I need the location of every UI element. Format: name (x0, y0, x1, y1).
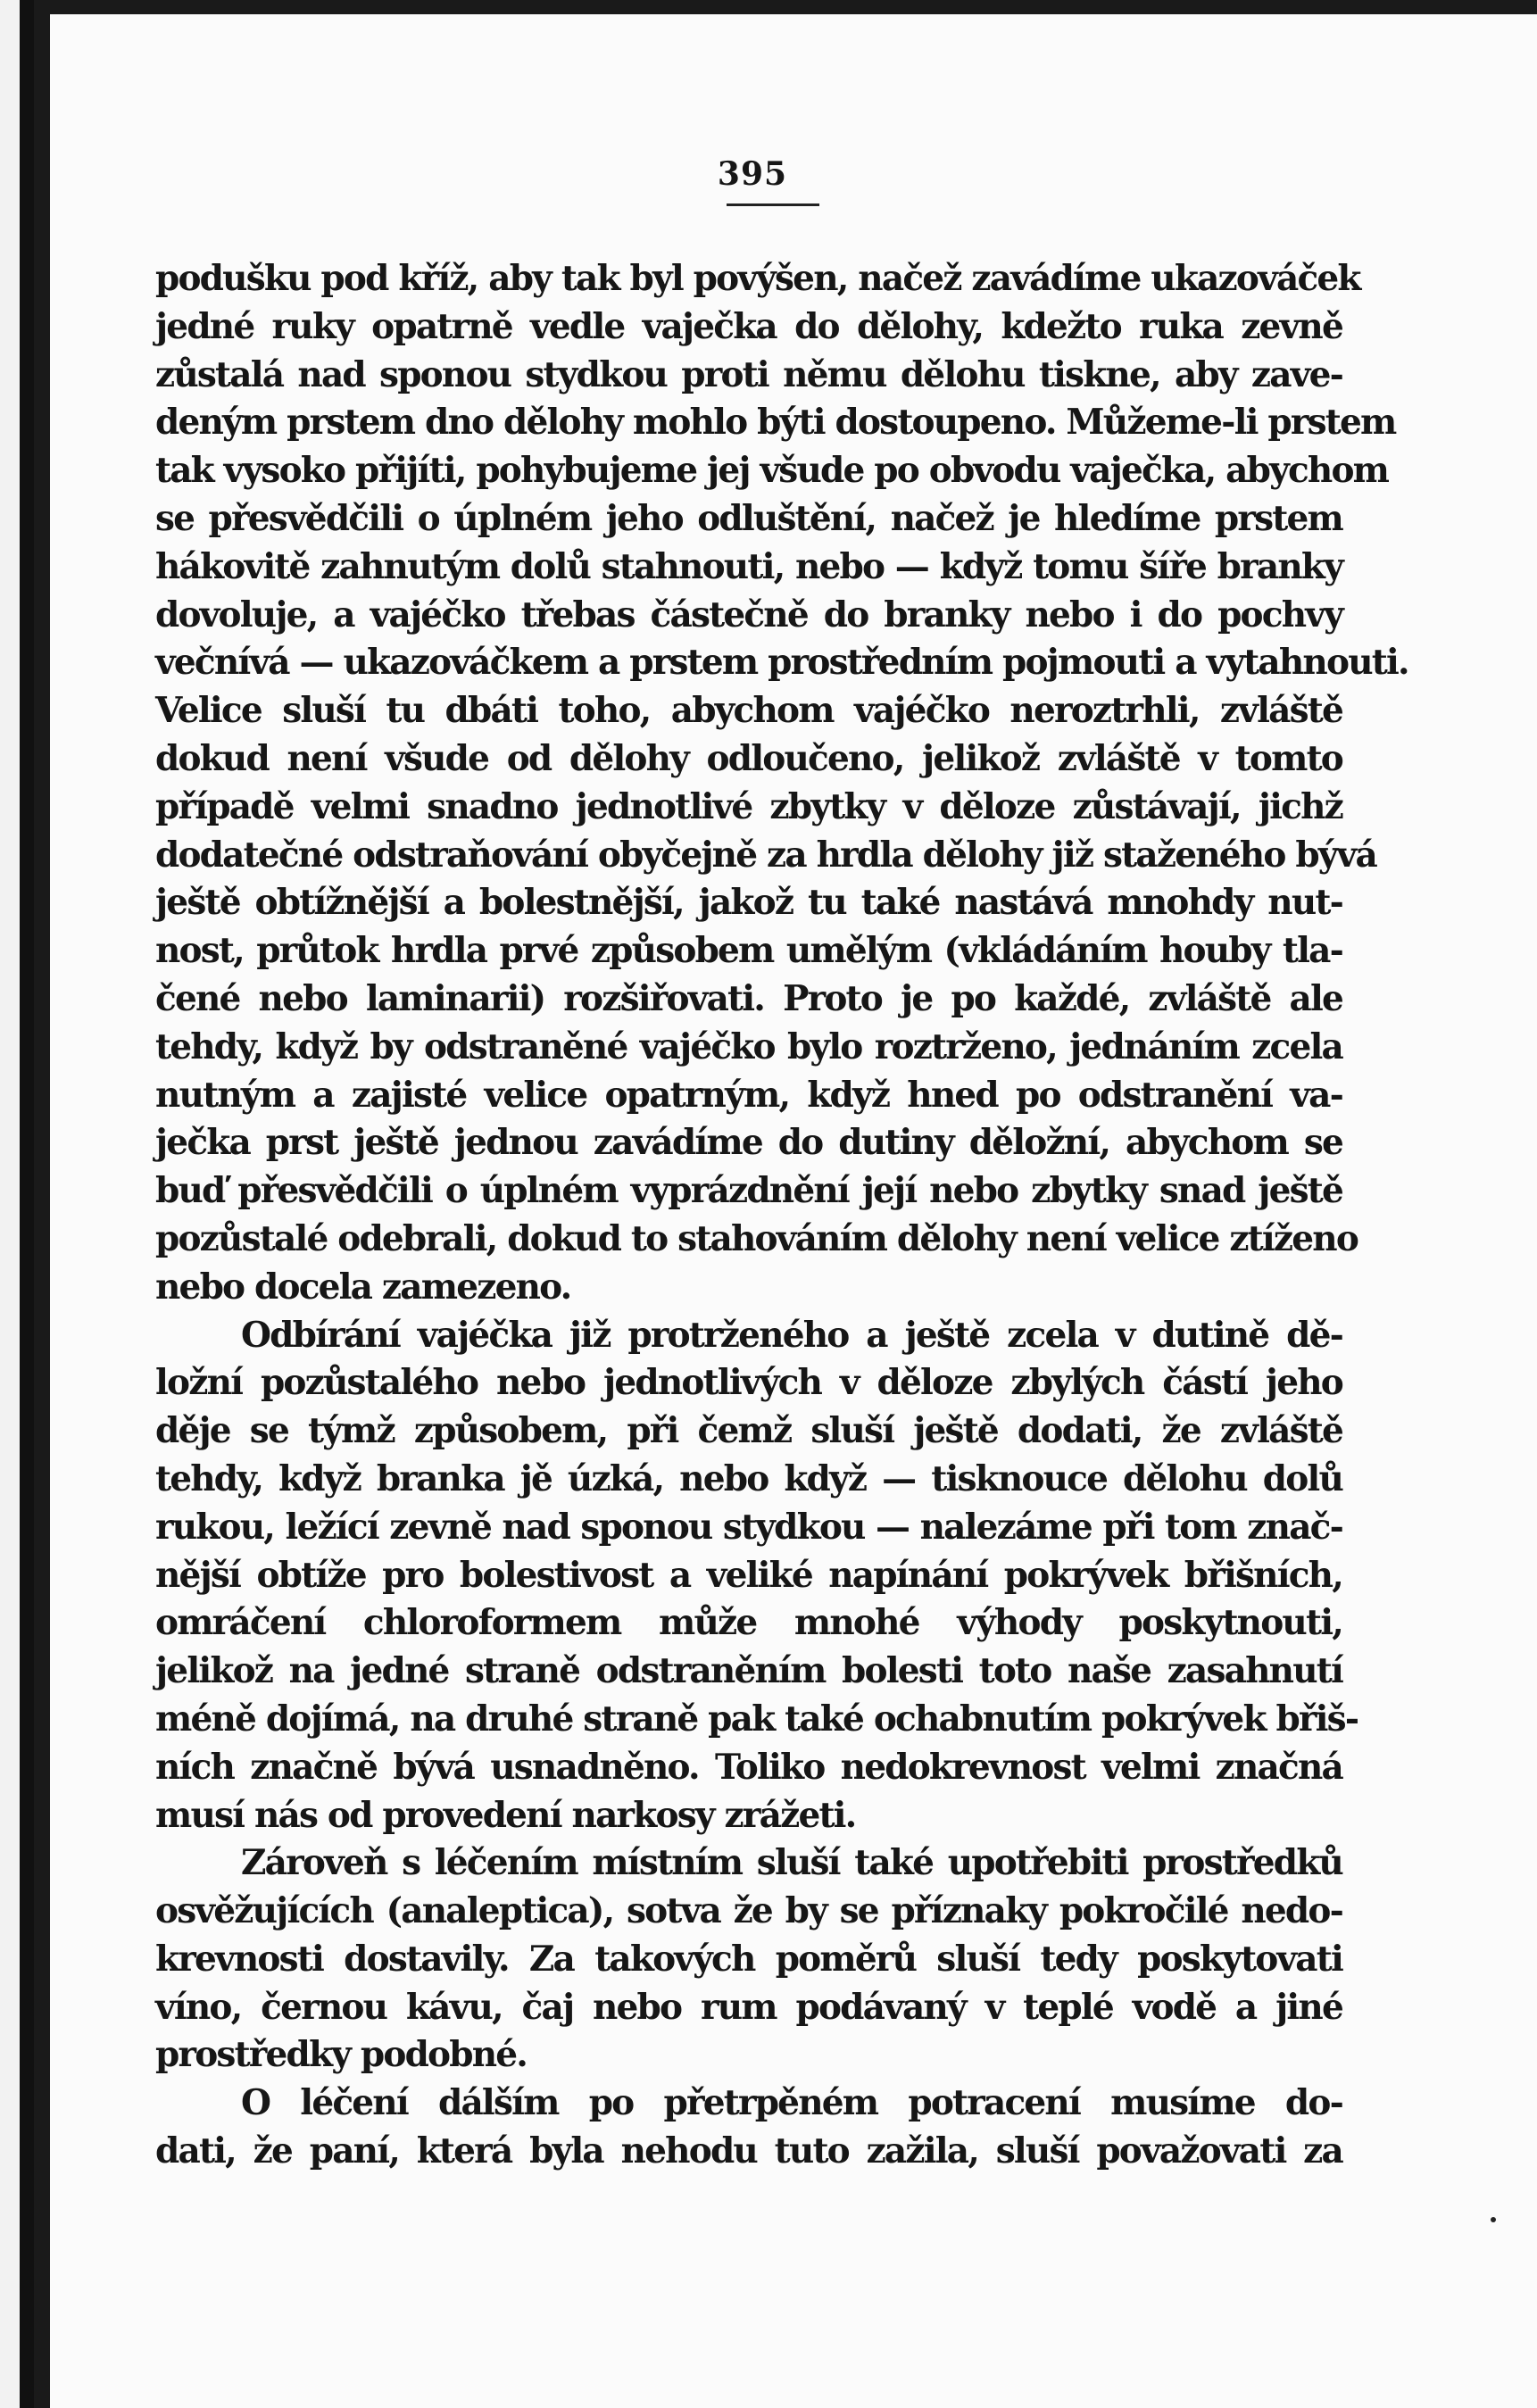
text-line: omráčení chloroformem může mnohé výhody poskytnouti, (155, 1602, 1342, 1644)
page-number: 395 (717, 155, 788, 193)
text-line: osvěžujících (analeptica), sotva že by se příznaky pokročilé nedo- (155, 1890, 1342, 1932)
text-line: tak vysoko přijíti, pohybujeme jej všude po obvodu vaječka, abychom (155, 450, 1389, 492)
text-line: nost, průtok hrdla prvé způsobem umělým (vkládáním houby tla- (155, 930, 1342, 972)
ink-speck (1491, 2217, 1496, 2222)
text-line: musí nás od provedení narkosy zrážeti. (155, 1794, 856, 1836)
book-page (50, 14, 1537, 2408)
text-line: dokud není všude od dělohy odloučeno, jelikož zvláště v tomto (155, 737, 1342, 779)
text-line: děje se týmž způsobem, při čemž sluší ještě dodati, že zvláště (155, 1410, 1342, 1452)
text-line: zůstalá nad sponou stydkou proti němu dělohu tiskne, aby zave- (155, 353, 1342, 395)
text-line: dati, že paní, která byla nehodu tuto zažila, sluší považovati za (155, 2130, 1342, 2172)
text-line: podušku pod kříž, aby tak byl povýšen, načež zavádíme ukazováček (155, 258, 1360, 299)
text-line: čené nebo laminarii) rozšiřovati. Proto je po každé, zvláště ale (155, 977, 1342, 1019)
text-line: případě velmi snadno jednotlivé zbytky v děloze zůstávají, jichž (155, 785, 1342, 827)
text-line: O léčení dálším po přetrpěném potracení musíme do- (241, 2082, 1342, 2124)
text-line: dovoluje, a vajéčko třebas částečně do branky nebo i do pochvy (155, 594, 1342, 635)
text-line: Velice sluší tu dbáti toho, abychom vajéčko neroztrhli, zvláště (155, 690, 1342, 732)
body-text (155, 255, 1408, 2176)
text-line: prostředky podobné. (155, 2034, 528, 2076)
scan-page-edge (0, 0, 34, 2408)
text-line: nutným a zajisté velice opatrným, když hned po odstranění va- (155, 1074, 1342, 1116)
text-line: jelikož na jedné straně odstraněním bolesti toto naše zasahnutí (155, 1650, 1342, 1692)
page-number-underline (727, 203, 819, 206)
text-line: dodatečné odstraňování obyčejně za hrdla dělohy již staženého bývá (155, 834, 1376, 876)
text-line: Odbírání vajéčka již protrženého a ještě zcela v dutině dě- (241, 1314, 1342, 1356)
text-line: nější obtíže pro bolestivost a veliké napínání pokrývek břišních, (155, 1554, 1342, 1596)
text-line: krevnosti dostavily. Za takových poměrů sluší tedy poskytovati (155, 1938, 1342, 1980)
text-line: večnívá — ukazováčkem a prstem prostředním pojmouti a vytahnouti. (155, 642, 1408, 684)
text-line: ložní pozůstalého nebo jednotlivých v děloze zbylých částí jeho (155, 1362, 1342, 1404)
text-line: deným prstem dno dělohy mohlo býti dostoupeno. Můžeme-li prstem (155, 402, 1396, 444)
text-line: ještě obtížnější a bolestnější, jakož tu také nastává mnohdy nut- (155, 882, 1342, 924)
text-line: Zároveň s léčením místním sluší také upotřebiti prostředků (241, 1842, 1342, 1884)
text-line: jedné ruky opatrně vedle vaječka do dělohy, kdežto ruka zevně (155, 305, 1342, 347)
text-line: víno, černou kávu, čaj nebo rum podávaný v teplé vodě a jiné (155, 1986, 1342, 2028)
text-line: pozůstalé odebrali, dokud to stahováním dělohy není velice ztíženo (155, 1217, 1358, 1259)
text-line: rukou, ležící zevně nad sponou stydkou — nalezáme při tom znač- (155, 1506, 1342, 1548)
text-line: ječka prst ještě jednou zavádíme do dutiny děložní, abychom se (155, 1122, 1342, 1164)
text-line: tehdy, když by odstraněné vajéčko bylo roztrženo, jednáním zcela (155, 1025, 1342, 1067)
text-line: tehdy, když branka jě úzká, nebo když — tisknouce dělohu dolů (155, 1457, 1342, 1499)
text-line: buď přesvědčili o úplném vyprázdnění její nebo zbytky snad ještě (155, 1170, 1342, 1212)
text-line: ních značně bývá usnadněno. Toliko nedokrevnost velmi značná (155, 1746, 1342, 1788)
text-line: nebo docela zamezeno. (155, 1266, 571, 1308)
text-line: hákovitě zahnutým dolů stahnouti, nebo — když tomu šíře branky (155, 545, 1342, 587)
text-line: méně dojímá, na druhé straně pak také ochabnutím pokrývek břiš- (155, 1698, 1358, 1740)
text-line: se přesvědčili o úplném jeho odluštění, načež je hledíme prstem (155, 497, 1342, 539)
